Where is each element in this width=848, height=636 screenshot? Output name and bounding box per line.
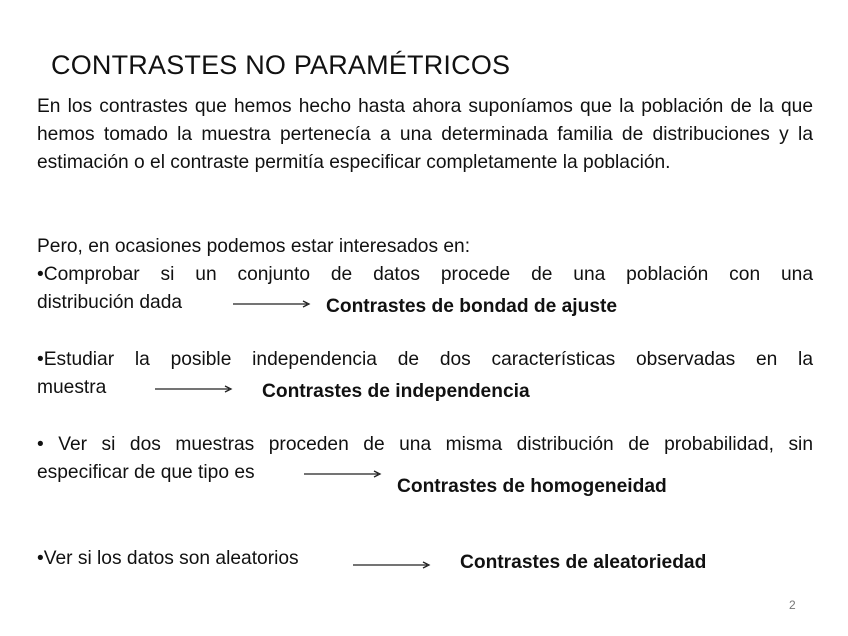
result-independencia: Contrastes de independencia <box>262 381 530 402</box>
result-aleatoriedad: Contrastes de aleatoriedad <box>460 552 707 573</box>
item-text-line1: •Comprobar si un conjunto de datos procede de una población con una <box>37 264 813 285</box>
result-bondad-ajuste: Contrastes de bondad de ajuste <box>326 296 618 317</box>
item-text-line2-row <box>37 289 813 317</box>
slide-title: CONTRASTES NO PARAMÉTRICOS <box>51 50 511 80</box>
item-text-line2-row <box>37 459 813 497</box>
item-text-line2-row <box>37 374 813 402</box>
right-arrow-icon <box>233 300 313 308</box>
list-item-aleatoriedad <box>37 545 813 573</box>
intro-paragraph: En los contrastes que hemos hecho hasta ahora suponíamos que la población de la que hemos tomado la muestra pertenecía a una determinada familia de distribuciones y la estimación o el contraste permitía especificar completamente la población. <box>37 96 813 173</box>
list-item-bondad <box>37 261 813 317</box>
item-text-line1: •Ver si los datos son aleatorios <box>37 548 299 569</box>
item-text-line2: muestra <box>37 377 107 398</box>
list-item-independencia <box>37 346 813 402</box>
item-text-line2: especificar de que tipo es <box>37 462 255 483</box>
list-item-homogeneidad <box>37 431 813 497</box>
right-arrow-icon <box>155 385 235 393</box>
interest-intro: Pero, en ocasiones podemos estar interesados en: <box>37 236 471 257</box>
right-arrow-icon <box>304 470 384 478</box>
item-text-line2: distribución dada <box>37 292 183 313</box>
item-text-line1: • Ver si dos muestras proceden de una misma distribución de probabilidad, sin <box>37 434 813 455</box>
result-homogeneidad: Contrastes de homogeneidad <box>397 476 667 497</box>
right-arrow-icon <box>353 561 433 569</box>
page-number: 2 <box>789 598 796 612</box>
item-text-line1: •Estudiar la posible independencia de dos características observadas en la <box>37 349 813 370</box>
